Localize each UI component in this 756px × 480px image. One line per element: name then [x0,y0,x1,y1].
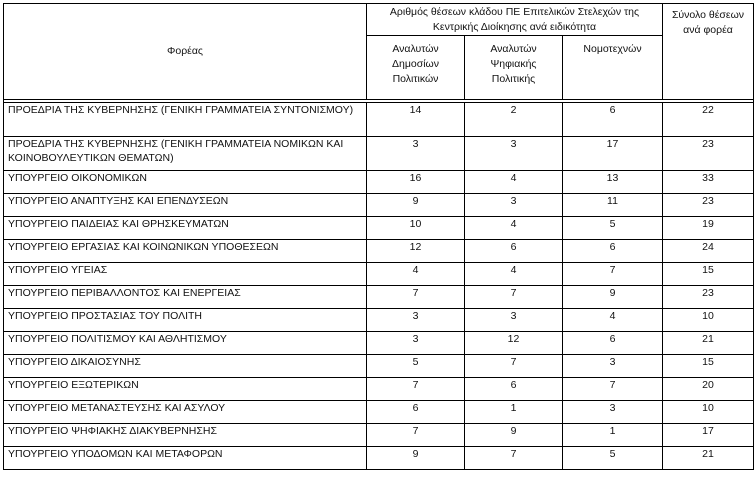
digital-policy-analysts-cell: 7 [465,447,563,470]
public-policy-analysts-cell: 5 [367,355,465,378]
digital-policy-analysts-cell: 4 [465,171,563,194]
public-policy-analysts-cell: 7 [367,286,465,309]
total-positions-cell: 15 [663,263,754,286]
total-positions-cell: 33 [663,171,754,194]
digital-policy-analysts-cell: 9 [465,424,563,447]
table-row [4,217,754,240]
legal-drafters-cell: 4 [563,309,663,332]
public-policy-analysts-cell: 14 [367,103,465,137]
entity-name-cell: ΠΡΟΕΔΡΙΑ ΤΗΣ ΚΥΒΕΡΝΗΣΗΣ (ΓΕΝΙΚΗ ΓΡΑΜΜΑΤΕΙΑ ΝΟΜΙΚΩΝ ΚΑΙ ΚΟΙΝΟΒΟΥΛΕΥΤΙΚΩΝ ΘΕΜΑΤΩΝ) [4,137,367,171]
total-positions-cell: 23 [663,137,754,171]
header-legal-drafters: Νομοτεχνών [563,36,663,100]
legal-drafters-cell: 6 [563,332,663,355]
table-row [4,137,754,171]
legal-drafters-cell: 6 [563,103,663,137]
total-positions-cell: 21 [663,332,754,355]
public-policy-analysts-cell: 6 [367,401,465,424]
public-policy-analysts-cell: 9 [367,194,465,217]
table-row [4,332,754,355]
table-row [4,263,754,286]
legal-drafters-cell: 9 [563,286,663,309]
entity-name-cell: ΥΠΟΥΡΓΕΙΟ ΠΟΛΙΤΙΣΜΟΥ ΚΑΙ ΑΘΛΗΤΙΣΜΟΥ [4,332,367,355]
header-digital-policy-analysts: Αναλυτών Ψηφιακής Πολιτικής [465,36,563,100]
legal-drafters-cell: 7 [563,263,663,286]
public-policy-analysts-cell: 4 [367,263,465,286]
legal-drafters-cell: 3 [563,355,663,378]
digital-policy-analysts-cell: 1 [465,401,563,424]
total-positions-cell: 22 [663,103,754,137]
entity-name-cell: ΥΠΟΥΡΓΕΙΟ ΠΡΟΣΤΑΣΙΑΣ ΤΟΥ ΠΟΛΙΤΗ [4,309,367,332]
legal-drafters-cell: 11 [563,194,663,217]
total-positions-cell: 21 [663,447,754,470]
legal-drafters-cell: 17 [563,137,663,171]
total-positions-cell: 19 [663,217,754,240]
table-row [4,401,754,424]
positions-table [3,3,754,470]
public-policy-analysts-cell: 7 [367,378,465,401]
legal-drafters-cell: 13 [563,171,663,194]
digital-policy-analysts-cell: 3 [465,137,563,171]
legal-drafters-cell: 1 [563,424,663,447]
table-row [4,309,754,332]
public-policy-analysts-cell: 3 [367,332,465,355]
digital-policy-analysts-cell: 6 [465,240,563,263]
entity-name-cell: ΥΠΟΥΡΓΕΙΟ ΑΝΑΠΤΥΞΗΣ ΚΑΙ ΕΠΕΝΔΥΣΕΩΝ [4,194,367,217]
table-row [4,240,754,263]
table-row [4,103,754,137]
digital-policy-analysts-cell: 6 [465,378,563,401]
entity-name-cell: ΥΠΟΥΡΓΕΙΟ ΨΗΦΙΑΚΗΣ ΔΙΑΚΥΒΕΡΝΗΣΗΣ [4,424,367,447]
entity-name-cell: ΥΠΟΥΡΓΕΙΟ ΥΠΟΔΟΜΩΝ ΚΑΙ ΜΕΤΑΦΟΡΩΝ [4,447,367,470]
total-positions-cell: 17 [663,424,754,447]
entity-name-cell: ΥΠΟΥΡΓΕΙΟ ΜΕΤΑΝΑΣΤΕΥΣΗΣ ΚΑΙ ΑΣΥΛΟΥ [4,401,367,424]
entity-name-cell: ΥΠΟΥΡΓΕΙΟ ΥΓΕΙΑΣ [4,263,367,286]
digital-policy-analysts-cell: 4 [465,263,563,286]
entity-name-cell: ΥΠΟΥΡΓΕΙΟ ΕΡΓΑΣΙΑΣ ΚΑΙ ΚΟΙΝΩΝΙΚΩΝ ΥΠΟΘΕΣΕΩΝ [4,240,367,263]
digital-policy-analysts-cell: 12 [465,332,563,355]
legal-drafters-cell: 5 [563,447,663,470]
legal-drafters-cell: 6 [563,240,663,263]
header-total: Σύνολο θέσεων ανά φορέα [663,4,754,100]
public-policy-analysts-cell: 3 [367,137,465,171]
total-positions-cell: 10 [663,309,754,332]
digital-policy-analysts-cell: 2 [465,103,563,137]
header-positions-group: Αριθμός θέσεων κλάδου ΠΕ Επιτελικών Στελεχών της Κεντρικής Διοίκησης ανά ειδικότητα [367,4,663,36]
total-positions-cell: 23 [663,194,754,217]
table-row [4,378,754,401]
header-public-policy-analysts: Αναλυτών Δημοσίων Πολιτικών [367,36,465,100]
table-row [4,424,754,447]
table-row [4,171,754,194]
total-positions-cell: 20 [663,378,754,401]
public-policy-analysts-cell: 10 [367,217,465,240]
public-policy-analysts-cell: 3 [367,309,465,332]
public-policy-analysts-cell: 16 [367,171,465,194]
total-positions-cell: 15 [663,355,754,378]
public-policy-analysts-cell: 9 [367,447,465,470]
public-policy-analysts-cell: 7 [367,424,465,447]
entity-name-cell: ΥΠΟΥΡΓΕΙΟ ΟΙΚΟΝΟΜΙΚΩΝ [4,171,367,194]
public-policy-analysts-cell: 12 [367,240,465,263]
legal-drafters-cell: 5 [563,217,663,240]
table-row [4,194,754,217]
digital-policy-analysts-cell: 3 [465,194,563,217]
total-positions-cell: 24 [663,240,754,263]
digital-policy-analysts-cell: 4 [465,217,563,240]
table-body [4,103,754,470]
header-entity: Φορέας [4,4,367,100]
total-positions-cell: 10 [663,401,754,424]
entity-name-cell: ΥΠΟΥΡΓΕΙΟ ΕΞΩΤΕΡΙΚΩΝ [4,378,367,401]
digital-policy-analysts-cell: 3 [465,309,563,332]
legal-drafters-cell: 3 [563,401,663,424]
entity-name-cell: ΥΠΟΥΡΓΕΙΟ ΠΕΡΙΒΑΛΛΟΝΤΟΣ ΚΑΙ ΕΝΕΡΓΕΙΑΣ [4,286,367,309]
entity-name-cell: ΥΠΟΥΡΓΕΙΟ ΔΙΚΑΙΟΣΥΝΗΣ [4,355,367,378]
entity-name-cell: ΠΡΟΕΔΡΙΑ ΤΗΣ ΚΥΒΕΡΝΗΣΗΣ (ΓΕΝΙΚΗ ΓΡΑΜΜΑΤΕΙΑ ΣΥΝΤΟΝΙΣΜΟΥ) [4,103,367,137]
digital-policy-analysts-cell: 7 [465,286,563,309]
entity-name-cell: ΥΠΟΥΡΓΕΙΟ ΠΑΙΔΕΙΑΣ ΚΑΙ ΘΡΗΣΚΕΥΜΑΤΩΝ [4,217,367,240]
table-row [4,286,754,309]
total-positions-cell: 23 [663,286,754,309]
legal-drafters-cell: 7 [563,378,663,401]
table-row [4,447,754,470]
table-row [4,355,754,378]
digital-policy-analysts-cell: 7 [465,355,563,378]
